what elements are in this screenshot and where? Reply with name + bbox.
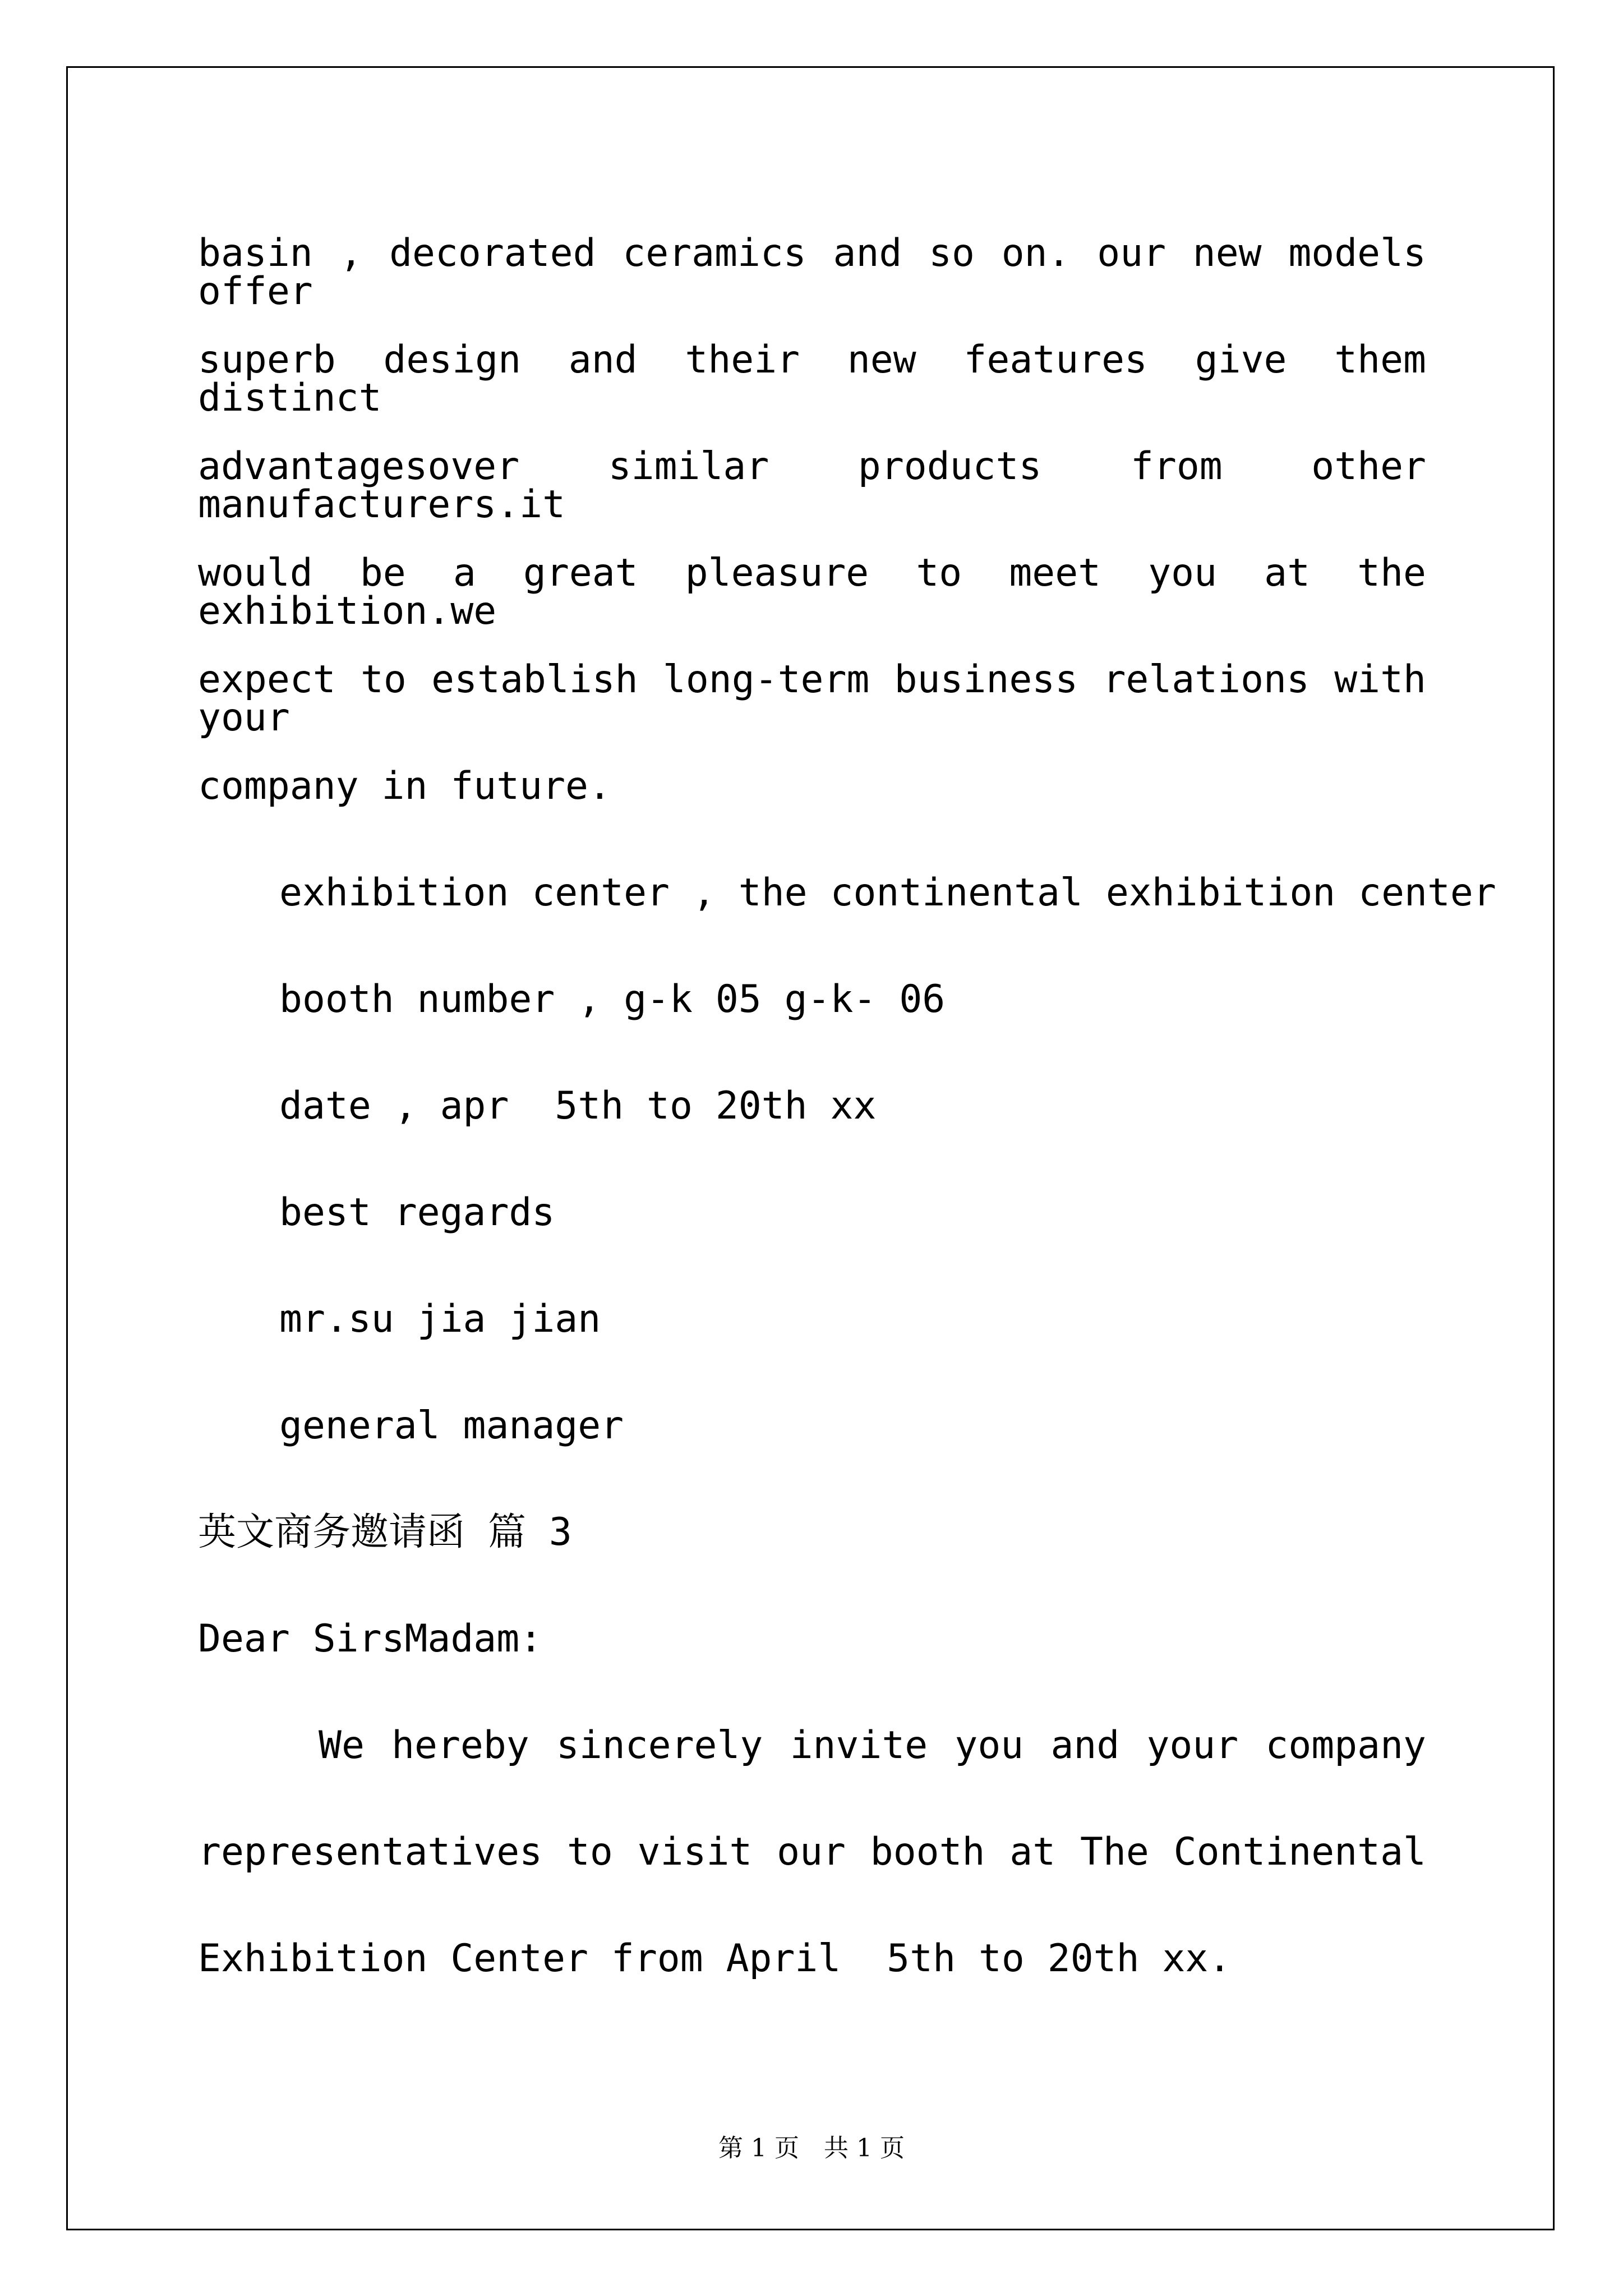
body-line: advantagesover similar products from other manufacturers.it (198, 444, 1426, 527)
section-heading: 英文商务邀请函 篇 3 (198, 1510, 572, 1554)
booth-number-line: booth number , g-k 05 g-k- 06 (279, 977, 946, 1022)
body-line: company in future. (198, 764, 611, 808)
body-line: Exhibition Center from April 5th to 20th xx. (198, 1936, 1232, 1981)
date-line: date , apr 5th to 20th xx (279, 1084, 877, 1128)
body-line: basin , decorated ceramics and so on. our new models offer (198, 231, 1426, 314)
exhibition-center-line: exhibition center , the continental exhibition center (279, 871, 1496, 915)
body-line: We hereby sincerely invite you and your company (319, 1723, 1426, 1768)
page-number: 第 1 页 共 1 页 (718, 2134, 905, 2162)
body-line: expect to establish long-term business relations with your (198, 657, 1426, 740)
closing-line: best regards (279, 1190, 555, 1235)
salutation: Dear SirsMadam: (198, 1617, 543, 1661)
signature-name: mr.su jia jian (279, 1297, 601, 1341)
signature-title: general manager (279, 1404, 624, 1448)
body-line: representatives to visit our booth at The Continental (198, 1830, 1426, 1874)
body-line: superb design and their new features give them distinct (198, 338, 1426, 420)
body-line: would be a great pleasure to meet you at the exhibition.we (198, 551, 1426, 633)
